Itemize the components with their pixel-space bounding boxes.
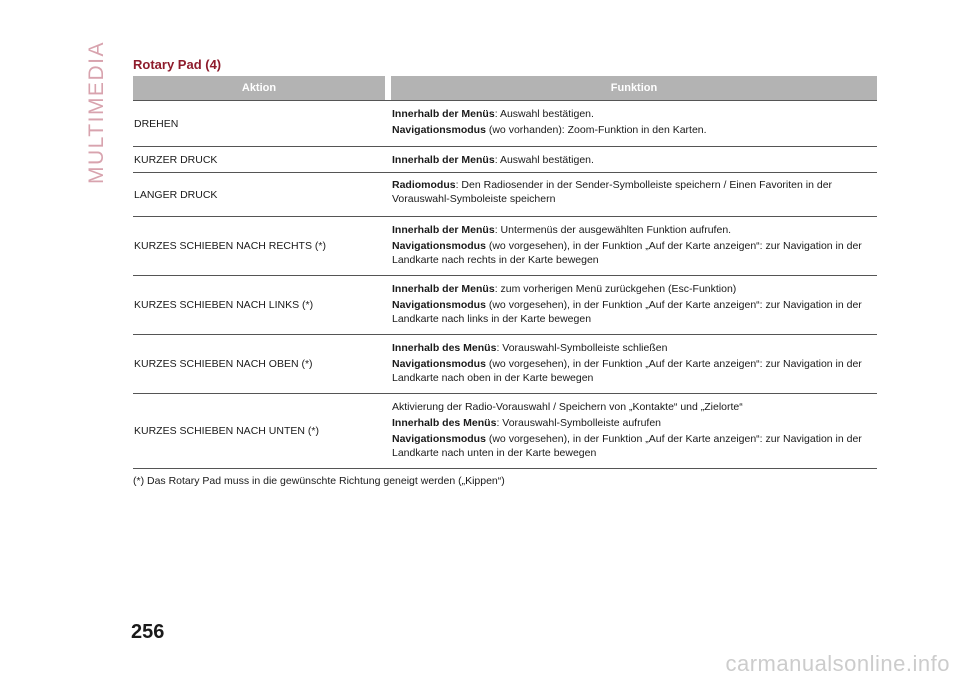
cell-action: KURZER DRUCK [134, 153, 218, 166]
section-side-label: MULTIMEDIA [85, 41, 108, 184]
function-description: : zum vorherigen Menü zurückgehen (Esc-Funktion) [494, 283, 737, 295]
function-keyword: Innerhalb des Menüs [392, 417, 497, 429]
function-line [392, 282, 877, 296]
table-row [133, 217, 877, 276]
function-keyword: Navigationsmodus [392, 299, 486, 311]
cell-function [385, 173, 877, 216]
table-row [133, 147, 877, 173]
cell-action: LANGER DRUCK [134, 188, 218, 201]
function-description: : Den Radiosender in der Sender-Symbolleiste speichern / Einen Favoriten in der Vorauswahl-Symboleiste speichern [392, 179, 833, 205]
function-description: : Auswahl bestätigen. [494, 108, 594, 120]
cell-function [385, 217, 877, 275]
function-line [392, 123, 877, 137]
function-description: (wo vorgesehen), in der Funktion „Auf der Karte anzeigen“: zur Navigation in der Landkarte nach unten in der Karte bewegen [392, 433, 862, 459]
function-line [392, 223, 877, 237]
cell-action: KURZES SCHIEBEN NACH UNTEN (*) [134, 425, 319, 437]
function-description: (wo vorgesehen), in der Funktion „Auf der Karte anzeigen“: zur Navigation in der Landkarte nach rechts in der Karte bewegen [392, 240, 862, 266]
cell-function [385, 394, 877, 468]
function-line [392, 432, 877, 460]
table-body [133, 100, 877, 469]
function-line [392, 341, 877, 355]
function-keyword: Innerhalb des Menüs [392, 342, 497, 354]
function-keyword: Innerhalb der Menüs [392, 283, 495, 295]
table-row [133, 173, 877, 217]
section-title: Rotary Pad (4) [133, 57, 222, 72]
function-description: : Vorauswahl-Symbolleiste schließen [496, 342, 668, 354]
function-description: : Untermenüs der ausgewählten Funktion aufrufen. [494, 224, 732, 236]
function-line [392, 298, 877, 326]
table-row [133, 100, 877, 147]
page-number: 256 [131, 621, 165, 643]
rotary-pad-table [133, 76, 877, 469]
table-row [133, 276, 877, 335]
table-header [133, 76, 877, 100]
function-description: : Vorauswahl-Symbolleiste aufrufen [496, 417, 662, 429]
cell-action: KURZES SCHIEBEN NACH OBEN (*) [134, 358, 313, 370]
function-line [392, 400, 877, 414]
function-keyword: Navigationsmodus [392, 240, 486, 252]
cell-function [385, 101, 877, 146]
function-keyword: Innerhalb der Menüs [392, 154, 495, 166]
function-keyword: Navigationsmodus [392, 358, 486, 370]
function-line [392, 178, 877, 206]
function-keyword: Radiomodus [392, 179, 456, 191]
function-keyword: Innerhalb der Menüs [392, 224, 495, 236]
cell-function [385, 147, 877, 172]
header-function: Funktion [391, 76, 877, 100]
function-line [392, 107, 877, 121]
table-row [133, 394, 877, 469]
cell-action: KURZES SCHIEBEN NACH RECHTS (*) [134, 240, 326, 252]
cell-action: KURZES SCHIEBEN NACH LINKS (*) [134, 299, 314, 311]
function-line [392, 416, 877, 430]
cell-action: DREHEN [134, 117, 179, 130]
function-line [392, 239, 877, 267]
table-row [133, 335, 877, 394]
header-action: Aktion [133, 76, 385, 100]
function-description: : Auswahl bestätigen. [494, 154, 594, 166]
function-description: Aktivierung der Radio-Vorauswahl / Speichern von „Kontakte“ und „Zielorte“ [392, 401, 743, 413]
function-line [392, 153, 877, 167]
footnote: (*) Das Rotary Pad muss in die gewünschte Richtung geneigt werden („Kippen“) [133, 475, 505, 487]
watermark: carmanualsonline.info [725, 651, 950, 676]
function-keyword: Navigationsmodus [392, 433, 486, 445]
function-line [392, 357, 877, 385]
function-description: (wo vorhanden): Zoom-Funktion in den Karten. [485, 124, 707, 136]
cell-function [385, 335, 877, 393]
cell-function [385, 276, 877, 334]
function-keyword: Innerhalb der Menüs [392, 108, 495, 120]
function-description: (wo vorgesehen), in der Funktion „Auf der Karte anzeigen“: zur Navigation in der Landkarte nach links in der Karte bewegen [392, 299, 862, 325]
function-keyword: Navigationsmodus [392, 124, 486, 136]
function-description: (wo vorgesehen), in der Funktion „Auf der Karte anzeigen“: zur Navigation in der Landkarte nach oben in der Karte bewegen [392, 358, 862, 384]
